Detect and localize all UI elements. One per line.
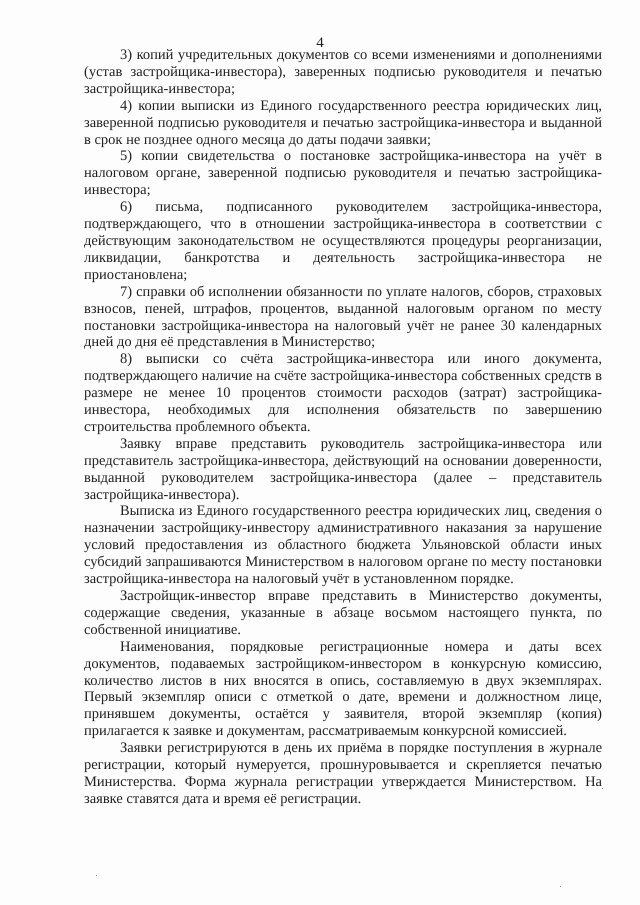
scan-speck <box>96 875 97 876</box>
paragraph-application-submission: Заявку вправе представить руководитель застройщика-инвестора или представитель застройщика-инвестора, действующий на основании доверенности, выданной руководителем застройщика-инвестора (далее – представитель застройщика-инвестора). <box>84 435 602 503</box>
document-body <box>84 47 602 808</box>
page-number: 4 <box>316 35 324 51</box>
paragraph-item-5: 5) копии свидетельства о постановке застройщика-инвестора на учёт в налоговом органе, заверенной подписью руководителя и печатью застройщика-инвестора; <box>84 148 602 199</box>
scan-speck <box>560 886 561 887</box>
paragraph-item-8: 8) выписки со счёта застройщика-инвестора или иного документа, подтверждающего наличие на счёте застройщика-инвестора собственных средств в размере не менее 10 процентов стоимости расходов (затрат) застройщика-инвестора, необходимых для исполнения обязательств по завершению строительства проблемного объекта. <box>84 351 602 435</box>
paragraph-item-3: 3) копий учредительных документов со всеми изменениями и дополнениями (устав застройщика-инвестора), заверенных подписью руководителя и печатью застройщика-инвестора; <box>84 47 602 97</box>
paragraph-item-6: 6) письма, подписанного руководителем застройщика-инвестора, подтверждающего, что в отношении застройщика-инвестора в соответствии с действующим законодательством не осуществляются процедуры реорганизации, ликвидации, банкротства и деятельность застройщика-инвестора не приостановлена; <box>84 199 602 283</box>
paragraph-inventory: Наименования, порядковые регистрационные номера и даты всех документов, подаваемых застройщиком-инвестором в конкурсную комиссию, количество листов в них вносятся в опись, составляемую в двух экземплярах. Первый экземпляр описи с отметкой о дате, времени и должностном лице, принявшем документы, остаётся у заявителя, второй экземпляр (копия) прилагается к заявке и документам, рассматриваемым конкурсной комиссией. <box>84 638 602 740</box>
paragraph-registration: Заявки регистрируются в день их приёма в порядке поступления в журнале регистрации, который нумеруется, прошнуровывается и скрепляется печатью Министерства. Форма журнала регистрации утверждается Министерством. На заявке ставятся дата и время её регистрации. <box>84 740 602 807</box>
scan-speck <box>602 788 603 789</box>
paragraph-item-4: 4) копии выписки из Единого государственного реестра юридических лиц, заверенной подписью руководителя и печатью застройщика-инвестора и выданной в срок не позднее одного месяца до даты подачи заявки; <box>84 97 602 148</box>
paragraph-own-initiative: Застройщик-инвестор вправе представить в Министерство документы, содержащие сведения, указанные в абзаце восьмом настоящего пункта, по собственной инициативе. <box>84 588 602 638</box>
paragraph-registry-extract: Выписка из Единого государственного реестра юридических лиц, сведения о назначении застройщику-инвестору административного наказания за нарушение условий предоставления из областного бюджета Ульяновской области иных субсидий запрашиваются Министерством в налоговом органе по месту постановки застройщика-инвестора на налоговый учёт в установленном порядке. <box>84 503 602 588</box>
paragraph-item-7: 7) справки об исполнении обязанности по уплате налогов, сборов, страховых взносов, пеней, штрафов, процентов, выданной налоговым органом по месту постановки застройщика-инвестора на налоговый учёт не ранее 30 календарных дней до дня её представления в Министерство; <box>84 283 602 351</box>
